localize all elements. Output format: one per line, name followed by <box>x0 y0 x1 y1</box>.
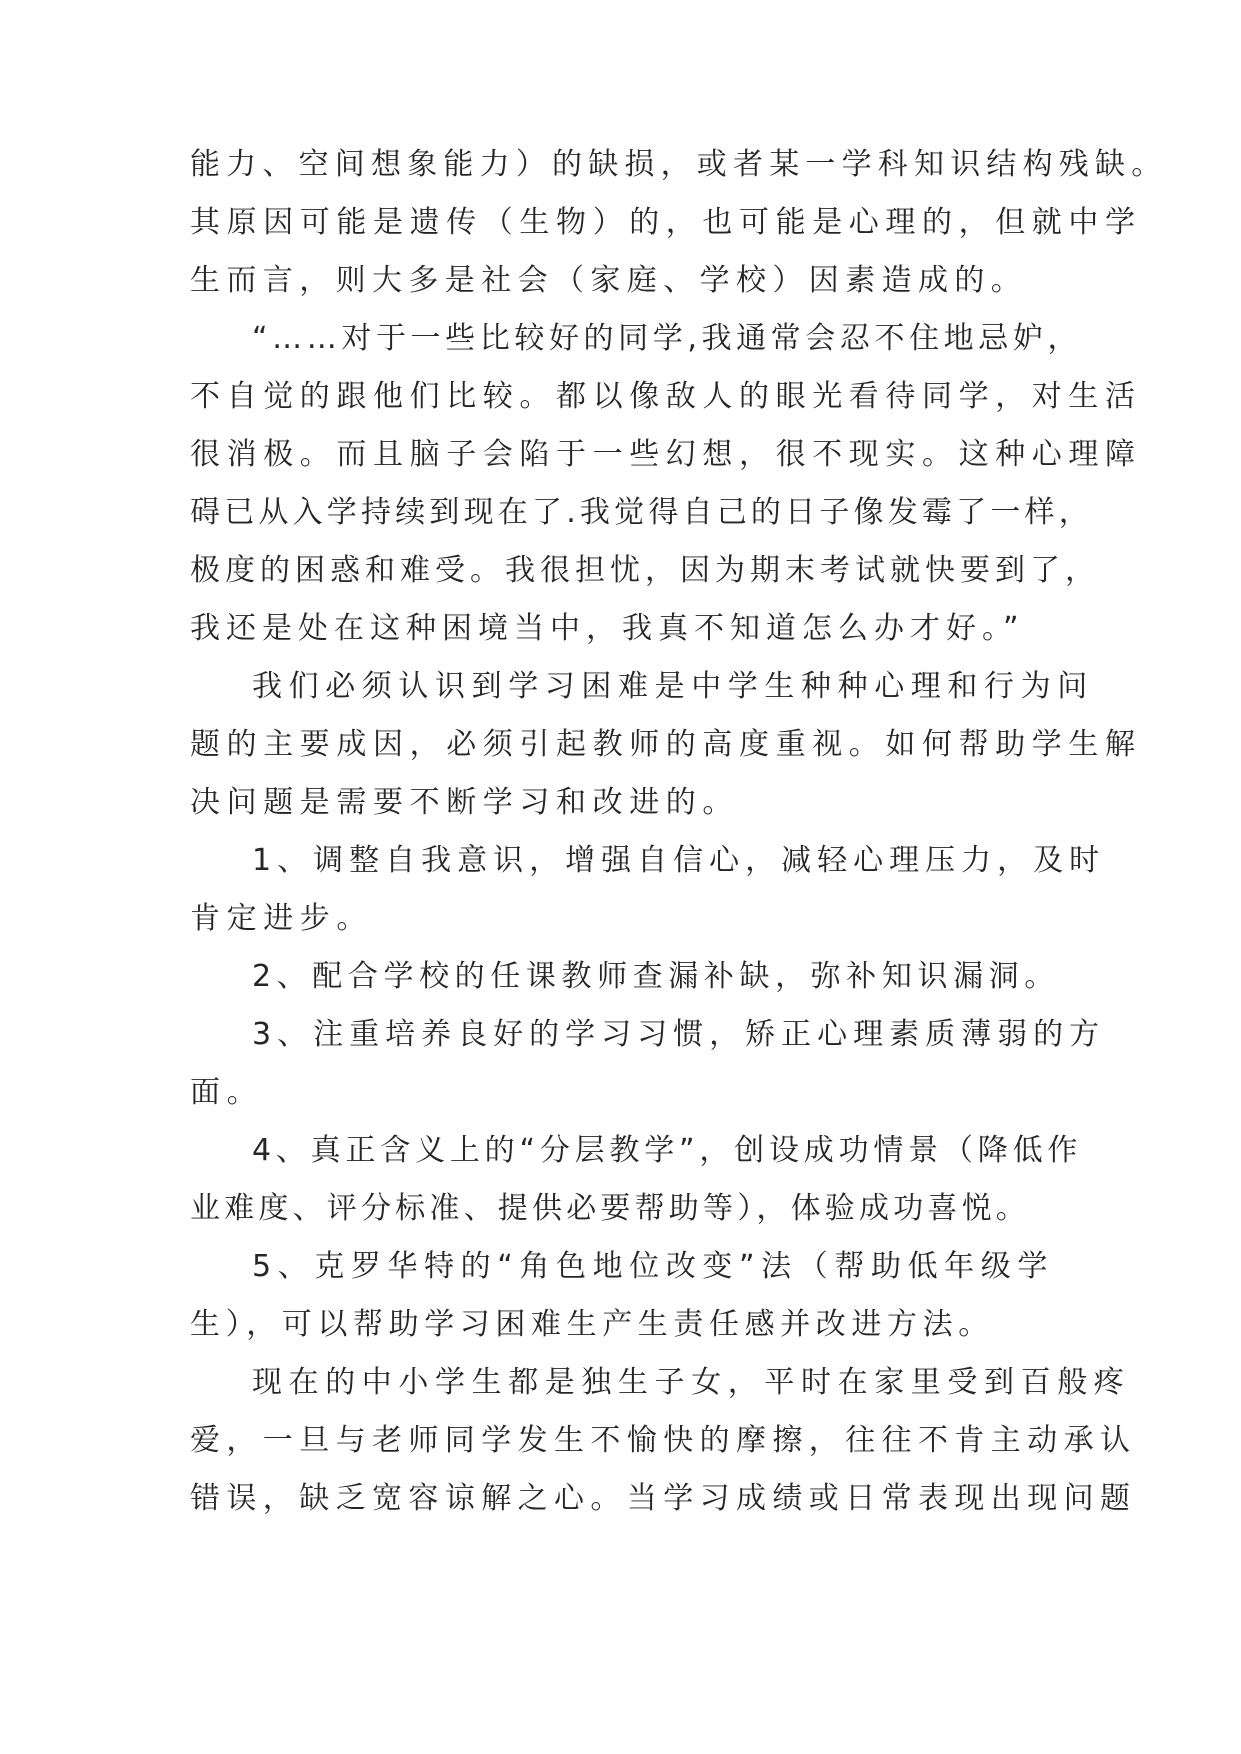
body-text-line: 我们必须认识到学习困难是中学生种种心理和行为问 <box>252 669 1094 704</box>
body-text-line: 现在的中小学生都是独生子女，平时在家里受到百般疼 <box>252 1365 1131 1400</box>
body-text-line: 决问题是需要不断学习和改进的。 <box>190 785 739 820</box>
body-text-line: 生而言，则大多是社会（家庭、学校）因素造成的。 <box>190 263 1028 298</box>
quote-text-line: 碍已从入学持续到现在了.我觉得自己的日子像发霉了一样， <box>190 495 1093 530</box>
body-text-line: 能力、空间想象能力）的缺损，或者某一学科知识结构残缺。 <box>190 147 1168 182</box>
list-item-text: 业难度、评分标准、提供必要帮助等），体验成功喜悦。 <box>190 1191 1030 1226</box>
list-item-text: 5、克罗华特的“角色地位改变”法（帮助低年级学 <box>252 1249 1054 1284</box>
list-item-text: 面。 <box>190 1075 264 1110</box>
quote-text-line: 很消极。而且脑子会陷于一些幻想，很不现实。这种心理障 <box>190 437 1142 472</box>
list-item-text: 肯定进步。 <box>190 901 373 936</box>
body-text-line: 爱，一旦与老师同学发生不愉快的摩擦，往往不肯主动承认 <box>190 1423 1137 1458</box>
body-text-line: 错误，缺乏宽容谅解之心。当学习成绩或日常表现出现问题 <box>190 1481 1137 1516</box>
quote-text-line: “……对于一些比较好的同学,我通常会忍不住地忌妒， <box>252 321 1083 356</box>
list-item-text: 2、配合学校的任课教师查漏补缺，弥补知识漏洞。 <box>252 959 1060 994</box>
body-text-line: 题的主要成因，必须引起教师的高度重视。如何帮助学生解 <box>190 727 1142 762</box>
list-item-text: 4、真正含义上的“分层教学”，创设成功情景（降低作 <box>252 1133 1083 1168</box>
list-item-text: 3、注重培养良好的学习习惯，矫正心理素质薄弱的方 <box>252 1017 1106 1052</box>
quote-text-line: 我还是处在这种困境当中，我真不知道怎么办才好。” <box>190 611 1025 646</box>
quote-text-line: 极度的困惑和难受。我很担忧，因为期末考试就快要到了， <box>190 553 1100 588</box>
list-item-text: 1、调整自我意识，增强自信心，减轻心理压力，及时 <box>252 843 1106 878</box>
quote-text-line: 不自觉的跟他们比较。都以像敌人的眼光看待同学，对生活 <box>190 379 1142 414</box>
body-text-line: 其原因可能是遗传（生物）的，也可能是心理的，但就中学 <box>190 205 1142 240</box>
list-item-text: 生），可以帮助学习困难生产生责任感并改进方法。 <box>190 1307 994 1342</box>
